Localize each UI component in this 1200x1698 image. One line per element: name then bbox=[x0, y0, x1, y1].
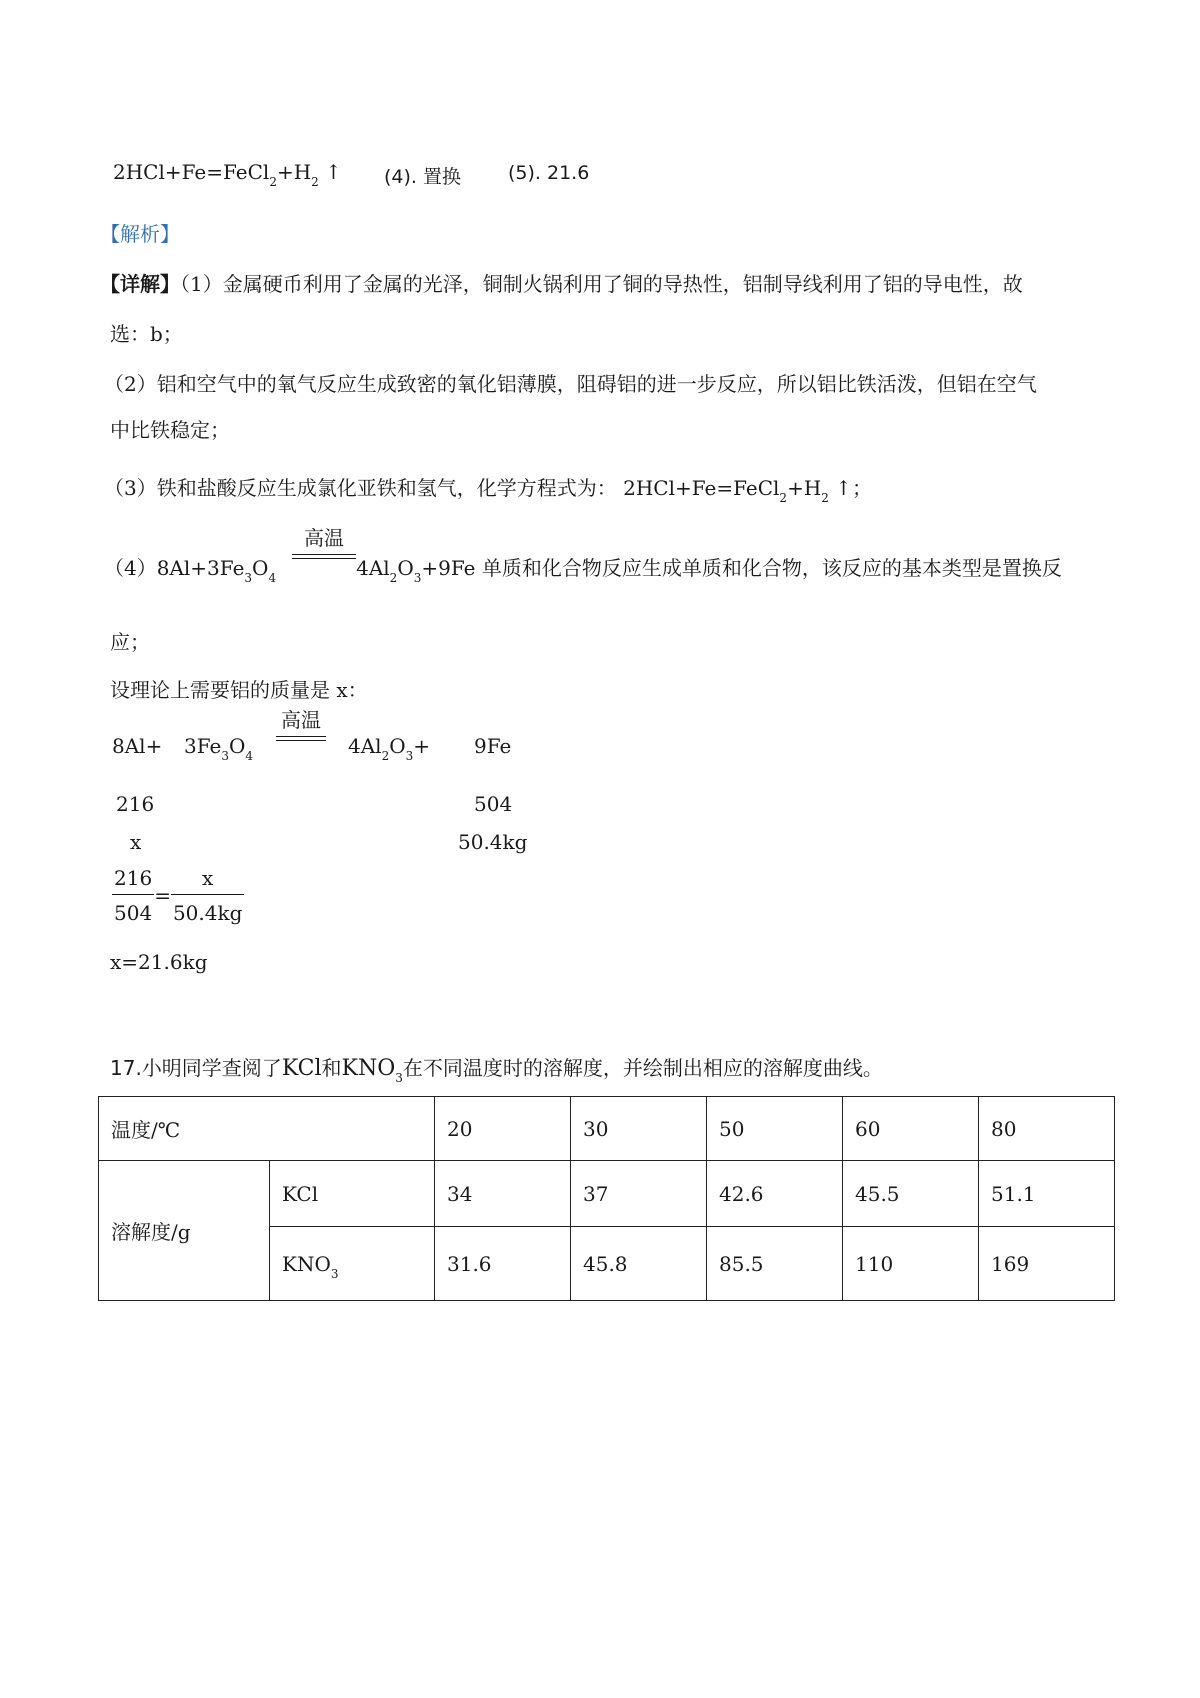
kno3-value: 169 bbox=[979, 1227, 1115, 1301]
kcl-value: 51.1 bbox=[979, 1161, 1115, 1227]
detail-paragraph-1b: 选：b； bbox=[110, 322, 183, 346]
calc-condition-high-temp: 高温 bbox=[276, 704, 326, 741]
answer-item-5: (5). 21.6 bbox=[508, 162, 590, 184]
kcl-value: 34 bbox=[435, 1161, 571, 1227]
calc-unknown-x: x bbox=[130, 830, 142, 854]
calc-given-fe: 50.4kg bbox=[458, 830, 528, 854]
reaction-condition-high-temp: 高温 bbox=[292, 522, 356, 559]
detail-paragraph-4b: 应； bbox=[110, 630, 150, 654]
calc-product-al2o3: $4Al_2O_3+$ bbox=[348, 734, 431, 763]
fraction-right: $\frac{x}{50.4kg}$ bbox=[172, 866, 243, 925]
table-row-kcl bbox=[99, 1161, 1115, 1227]
gas-arrow-icon: ↑ bbox=[835, 476, 853, 500]
header-temp-cell: 20 bbox=[435, 1097, 571, 1161]
kno3-value: 45.8 bbox=[571, 1227, 707, 1301]
header-temperature-label: 温度/℃ bbox=[99, 1097, 435, 1161]
kno3-value: 31.6 bbox=[435, 1227, 571, 1301]
calc-mass-al: 216 bbox=[116, 792, 155, 816]
solubility-table bbox=[98, 1096, 1115, 1301]
header-temp-cell: 60 bbox=[843, 1097, 979, 1161]
calc-result: x=21.6kg bbox=[110, 950, 208, 974]
fraction-left: $\frac{216}{504}$ bbox=[114, 866, 153, 925]
calc-product-fe: 9Fe bbox=[474, 734, 512, 758]
analysis-label: 【解析】 bbox=[100, 222, 180, 246]
proportion-equation: $\frac{216}{504}$ = $\frac{x}{50.4kg}$ bbox=[114, 866, 243, 925]
detail-paragraph-5: 设理论上需要铝的质量是 x： bbox=[110, 678, 368, 702]
kcl-value: 42.6 bbox=[707, 1161, 843, 1227]
header-temp-cell: 30 bbox=[571, 1097, 707, 1161]
detail-paragraph-2b: 中比铁稳定； bbox=[110, 418, 230, 442]
kcl-value: 37 bbox=[571, 1161, 707, 1227]
row-group-solubility-label: 溶解度/g bbox=[99, 1161, 270, 1301]
detail-paragraph-4: $(4)8Al+3Fe_3O_4$ $4Al_2O_3+9Fe$ 单质和化合物反应生成单质和化合物，该反应的基本类型是置换反 bbox=[104, 556, 1062, 585]
answer-equation: $2HCl+Fe=FeCl_2+H_2$ ↑ bbox=[113, 160, 342, 189]
fe-hcl-equation: $2HCl+Fe=FeCl_2+H_2$ ↑ bbox=[623, 476, 853, 505]
kno3-label: $KNO_3$ bbox=[270, 1227, 435, 1301]
header-temp-cell: 50 bbox=[707, 1097, 843, 1161]
answer-item-4: (4). 置换 bbox=[384, 166, 461, 188]
gas-arrow-icon: ↑ bbox=[325, 160, 342, 184]
answer-line bbox=[113, 160, 342, 189]
detail-label: 【详解】 bbox=[100, 272, 180, 296]
kno3-value: 110 bbox=[843, 1227, 979, 1301]
kno3-value: 85.5 bbox=[707, 1227, 843, 1301]
question-17: 17.小明同学查阅了KCl和$KNO_3$在不同温度时的溶解度，并绘制出相应的溶解度曲线。 bbox=[110, 1056, 883, 1085]
thermite-equation: $8Al+3Fe_3O_4$ $4Al_2O_3+9Fe$ bbox=[156, 556, 476, 585]
table-header-row bbox=[99, 1097, 1115, 1161]
calc-mass-fe: 504 bbox=[474, 792, 513, 816]
calc-reactant-fe3o4: $3Fe_3O_4$ bbox=[184, 734, 254, 763]
kcl-label: KCl bbox=[270, 1161, 435, 1227]
detail-paragraph-3: （3）铁和盐酸反应生成氯化亚铁和氢气，化学方程式为： $2HCl+Fe=FeCl_2+H_2$ ↑； bbox=[104, 476, 873, 505]
detail-paragraph-1a: 【详解】（1）金属硬币利用了金属的光泽，铜制火锅利用了铜的导热性，铝制导线利用了铝的导电性，故 bbox=[100, 272, 1023, 296]
header-temp-cell: 80 bbox=[979, 1097, 1115, 1161]
detail-paragraph-2a: （2）铝和空气中的氧气反应生成致密的氧化铝薄膜，阻碍铝的进一步反应，所以铝比铁活泼，但铝在空气 bbox=[104, 372, 1037, 396]
kcl-value: 45.5 bbox=[843, 1161, 979, 1227]
calc-reactant-al: 8Al+ bbox=[112, 734, 163, 758]
